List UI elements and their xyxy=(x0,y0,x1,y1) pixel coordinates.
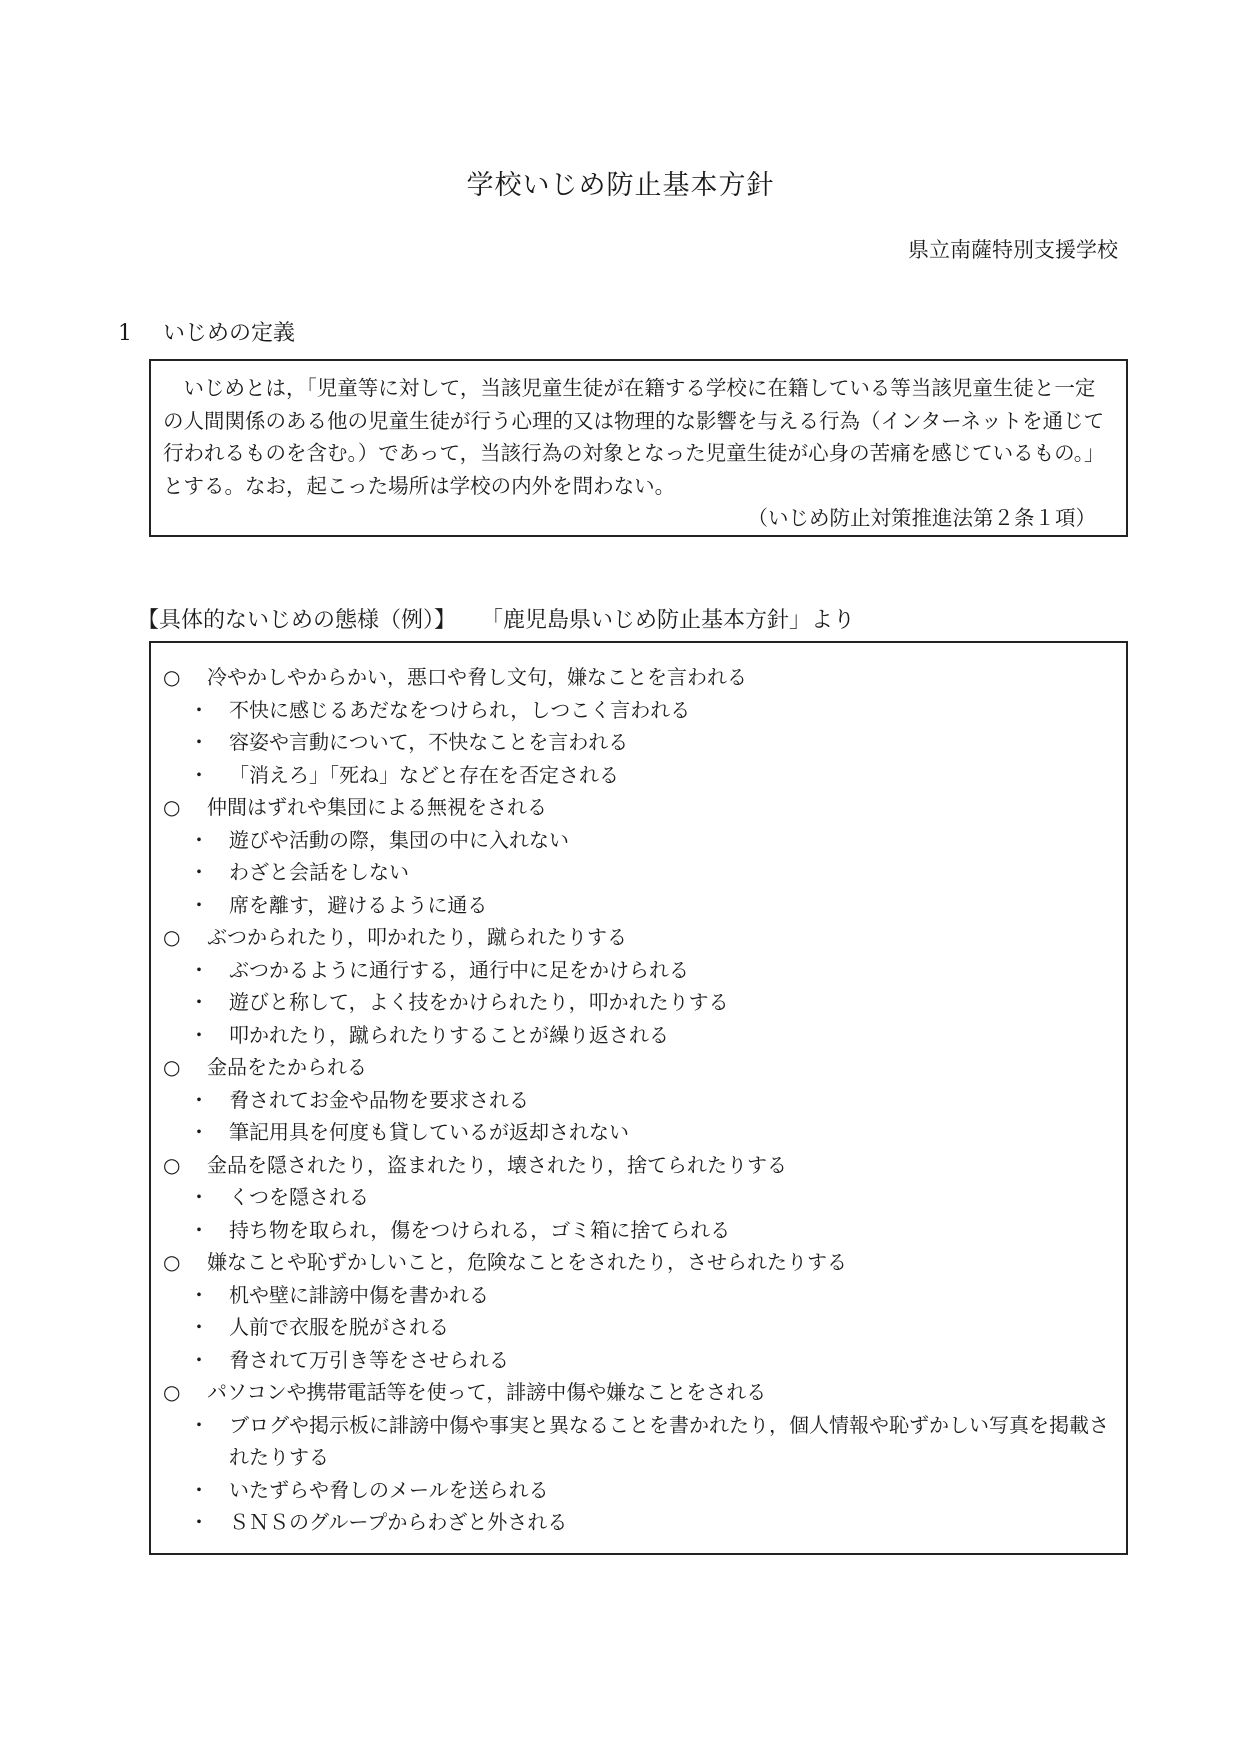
example-item-text: 持ち物を取られ，傷をつけられる，ゴミ箱に捨てられる xyxy=(229,1217,731,1242)
circle-bullet-icon: ○ xyxy=(163,1055,181,1079)
example-group xyxy=(163,1051,1116,1149)
example-group-title xyxy=(163,1376,1116,1409)
example-group-text: 嫌なことや恥ずかしいこと，危険なことをされたり，させられたりする xyxy=(207,1250,847,1274)
example-item-text: くつを隠される xyxy=(229,1185,369,1209)
dot-bullet-icon: ・ xyxy=(189,1282,209,1307)
examples-heading xyxy=(137,603,855,634)
example-item xyxy=(163,986,1116,1019)
section-title: いじめの定義 xyxy=(163,321,296,346)
circle-bullet-icon: ○ xyxy=(163,665,181,689)
example-item-text: 筆記用具を何度も貸しているが返却されない xyxy=(229,1120,629,1144)
example-item-text: 不快に感じるあだなをつけられ，しつこく言われる xyxy=(229,697,691,722)
example-item-text: 机や壁に誹謗中傷を書かれる xyxy=(229,1282,489,1307)
example-item-text: 「消えろ」「死ね」などと存在を否定される xyxy=(229,762,619,787)
dot-bullet-icon: ・ xyxy=(189,1510,209,1534)
examples-box xyxy=(149,641,1128,1555)
example-item xyxy=(163,759,1116,792)
example-group-title xyxy=(163,661,1116,694)
example-item xyxy=(163,856,1116,889)
page-title: 学校いじめ防止基本方針 xyxy=(466,170,775,201)
example-item-text: 叩かれたり，蹴られたりすることが繰り返される xyxy=(229,1022,669,1047)
example-group-text: パソコンや携帯電話等を使って，誹謗中傷や嫌なことをされる xyxy=(207,1380,767,1404)
example-item xyxy=(163,1311,1116,1344)
example-group xyxy=(163,1376,1116,1539)
example-item xyxy=(163,1344,1116,1377)
example-item-text: 人前で衣服を脱がされる xyxy=(229,1315,449,1339)
example-item xyxy=(163,954,1116,987)
dot-bullet-icon: ・ xyxy=(189,957,209,982)
example-group xyxy=(163,1149,1116,1247)
dot-bullet-icon: ・ xyxy=(189,990,209,1014)
dot-bullet-icon: ・ xyxy=(189,697,209,722)
example-group-text: ぶつかられたり，叩かれたり，蹴られたりする xyxy=(207,925,627,949)
example-item xyxy=(163,889,1116,922)
example-item xyxy=(163,1181,1116,1214)
example-item-text: ＳＮＳのグループからわざと外される xyxy=(229,1510,568,1534)
dot-bullet-icon: ・ xyxy=(189,1022,209,1047)
dot-bullet-icon: ・ xyxy=(189,1217,209,1242)
examples-reference: 「鹿児島県いじめ防止基本方針」より xyxy=(492,608,856,633)
example-item-text: わざと会話をしない xyxy=(229,860,409,884)
example-item xyxy=(163,1279,1116,1312)
example-item xyxy=(163,1019,1116,1052)
example-group-text: 仲間はずれや集団による無視をされる xyxy=(207,795,547,819)
example-group-title xyxy=(163,921,1116,954)
circle-bullet-icon: ○ xyxy=(163,1152,181,1177)
example-item-text: 遊びや活動の際，集団の中に入れない xyxy=(229,827,569,852)
section-number: 1 xyxy=(118,321,132,346)
example-group xyxy=(163,661,1116,791)
example-item-text: ブログや掲示板に誹謗中傷や事実と異なることを書かれたり，個人情報や恥ずかしい写真を掲載されたりする xyxy=(229,1412,1109,1469)
examples-title: 【具体的ないじめの態様（例）】 xyxy=(137,608,457,633)
example-item-text: 脅されてお金や品物を要求される xyxy=(229,1087,529,1112)
dot-bullet-icon: ・ xyxy=(189,1120,209,1144)
example-group xyxy=(163,791,1116,921)
example-item xyxy=(163,1409,1116,1474)
dot-bullet-icon: ・ xyxy=(189,762,209,787)
example-group xyxy=(163,921,1116,1051)
circle-bullet-icon: ○ xyxy=(163,1380,181,1404)
example-item-text: 席を離す，避けるように通る xyxy=(229,892,488,917)
example-group-title xyxy=(163,1051,1116,1084)
example-item xyxy=(163,726,1116,759)
section-1-heading xyxy=(118,316,295,347)
definition-box xyxy=(149,359,1128,537)
example-item-text: 容姿や言動について，不快なことを言われる xyxy=(229,730,629,754)
example-group-text: 金品を隠されたり，盗まれたり，壊されたり，捨てられたりする xyxy=(207,1152,787,1177)
example-item xyxy=(163,1116,1116,1149)
example-group-title xyxy=(163,791,1116,824)
circle-bullet-icon: ○ xyxy=(163,795,181,819)
example-item-text: いたずらや脅しのメールを送られる xyxy=(229,1477,549,1502)
circle-bullet-icon: ○ xyxy=(163,925,181,949)
dot-bullet-icon: ・ xyxy=(189,892,209,917)
example-item xyxy=(163,1084,1116,1117)
example-item-text: ぶつかるように通行する，通行中に足をかけられる xyxy=(229,957,689,982)
example-group-text: 冷やかしやからかい，悪口や脅し文句，嫌なことを言われる xyxy=(207,665,747,689)
dot-bullet-icon: ・ xyxy=(189,827,209,852)
example-item xyxy=(163,1214,1116,1247)
example-groups xyxy=(163,661,1116,1539)
dot-bullet-icon: ・ xyxy=(189,1347,209,1372)
example-item xyxy=(163,694,1116,727)
example-group xyxy=(163,1246,1116,1376)
example-group-title xyxy=(163,1149,1116,1182)
dot-bullet-icon: ・ xyxy=(189,860,209,884)
example-item-text: 遊びと称して，よく技をかけられたり，叩かれたりする xyxy=(229,990,729,1014)
dot-bullet-icon: ・ xyxy=(189,1315,209,1339)
example-item xyxy=(163,824,1116,857)
example-group-title xyxy=(163,1246,1116,1279)
example-group-text: 金品をたかられる xyxy=(207,1055,367,1079)
example-item xyxy=(163,1474,1116,1507)
school-name: 県立南薩特別支援学校 xyxy=(908,238,1118,262)
dot-bullet-icon: ・ xyxy=(189,1477,209,1502)
example-item-text: 脅されて万引き等をさせられる xyxy=(229,1347,509,1372)
definition-source: （いじめ防止対策推進法第２条１項） xyxy=(747,506,1096,530)
dot-bullet-icon: ・ xyxy=(189,1412,209,1437)
dot-bullet-icon: ・ xyxy=(189,1087,209,1112)
circle-bullet-icon: ○ xyxy=(163,1250,181,1274)
definition-text: いじめとは，「児童等に対して，当該児童生徒が在籍する学校に在籍している等当該児童生徒と一定の人間関係のある他の児童生徒が行う心理的又は物理的な影響を与える行為（インターネットを通じて行われるものを含む。）であって，当該行為の対象となった児童生徒が心身の苦痛を感じているもの。」とする。なお，起こった場所は学校の内外を問わない。 xyxy=(163,376,1105,498)
example-item xyxy=(163,1506,1116,1539)
dot-bullet-icon: ・ xyxy=(189,1185,209,1209)
dot-bullet-icon: ・ xyxy=(189,730,209,754)
